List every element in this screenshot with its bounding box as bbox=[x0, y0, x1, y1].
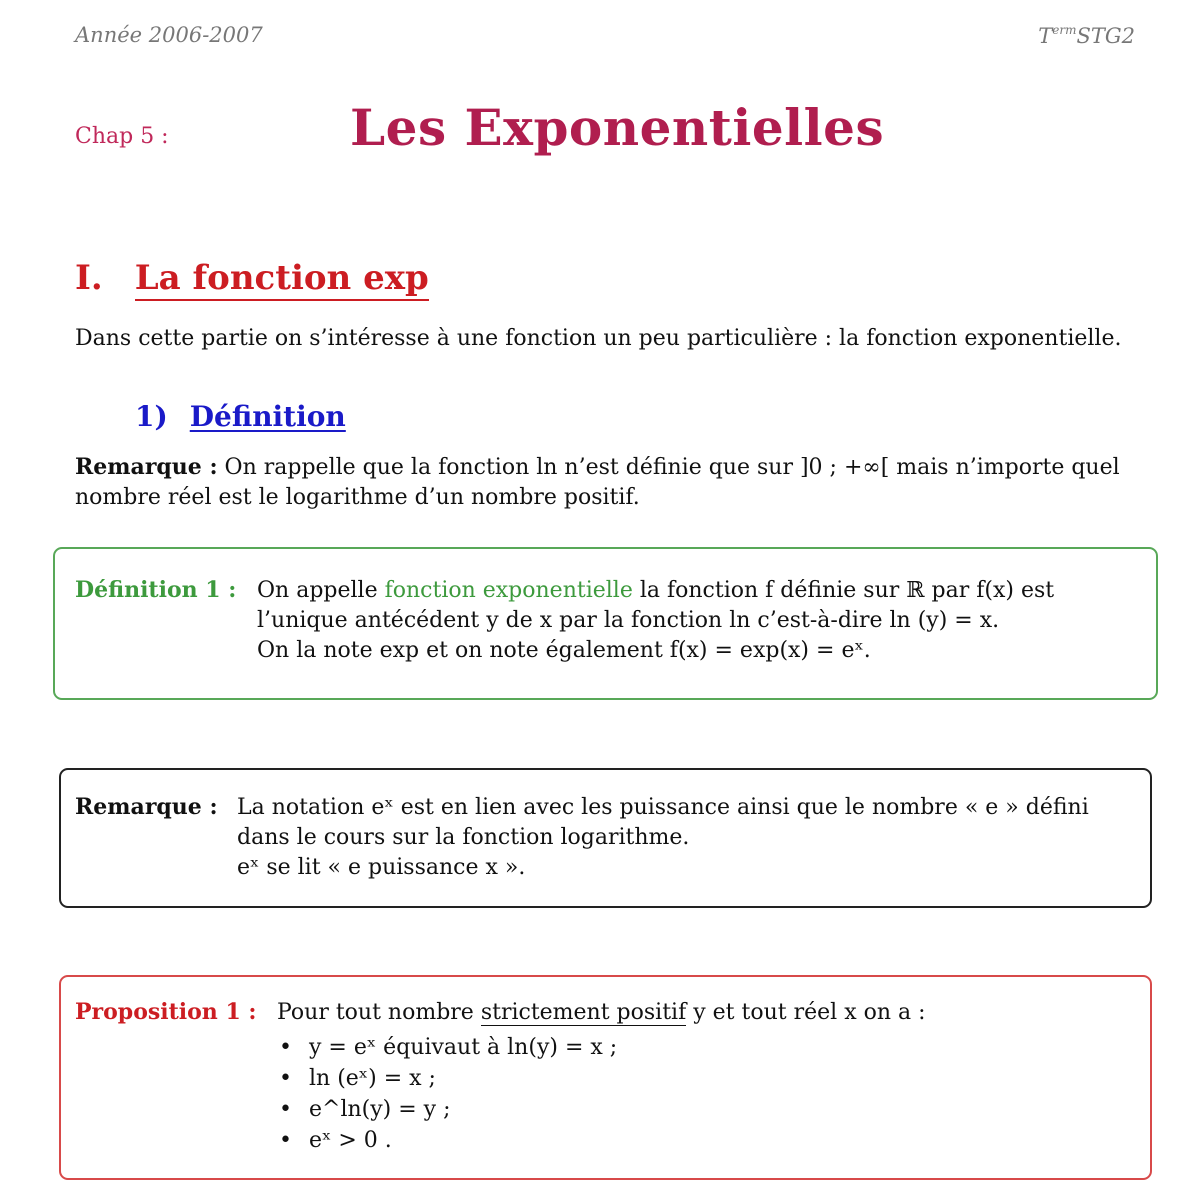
remark-box-line2: eˣ se lit « e puissance x ». bbox=[237, 855, 526, 880]
definition-label: Définition 1 : bbox=[75, 577, 237, 603]
subsection-number: 1) bbox=[135, 400, 168, 433]
proposition-list bbox=[277, 1032, 1137, 1156]
subsection-title: Définition bbox=[189, 400, 346, 433]
definition-content bbox=[257, 576, 1142, 666]
definition-text-a: On appelle bbox=[257, 578, 385, 603]
proposition-box bbox=[59, 975, 1152, 1180]
proposition-underlined: strictement positif bbox=[480, 1000, 687, 1025]
list-item: • eˣ > 0 . bbox=[309, 1125, 1137, 1156]
class-base: T bbox=[1038, 24, 1053, 48]
remark-box-label: Remarque : bbox=[75, 794, 218, 820]
proposition-intro-b: y et tout réel x on a : bbox=[686, 1000, 926, 1025]
list-item: • ln (eˣ) = x ; bbox=[309, 1063, 1137, 1094]
definition-text-b: la fonction f définie sur ℝ par f(x) est l’unique antécédent y de x par la fonction ln c’est-à-dire ln (y) = x. bbox=[257, 578, 1055, 633]
remark-box bbox=[59, 768, 1152, 908]
proposition-content bbox=[277, 998, 1137, 1156]
definition-highlight: fonction exponentielle bbox=[384, 578, 633, 603]
remark-box-content bbox=[237, 793, 1142, 883]
intro-paragraph: Dans cette partie on s’intéresse à une fonction un peu particulière : la fonction exponentielle. bbox=[75, 326, 1122, 351]
header-year: Année 2006-2007 bbox=[75, 23, 263, 47]
class-rest: STG2 bbox=[1076, 24, 1135, 48]
section-number: I. bbox=[75, 258, 103, 298]
remark-label: Remarque : bbox=[75, 454, 218, 480]
definition-box bbox=[53, 547, 1158, 700]
list-item: • y = eˣ équivaut à ln(y) = x ; bbox=[309, 1032, 1137, 1063]
definition-notation: On la note exp et on note également f(x) = exp(x) = eˣ. bbox=[257, 638, 871, 663]
page-title: Les Exponentielles bbox=[350, 98, 885, 157]
proposition-label: Proposition 1 : bbox=[75, 999, 257, 1025]
remark-text: On rappelle que la fonction ln n’est définie que sur ]0 ; +∞[ mais n’importe quel nombre réel est le logarithme d’un nombre positif. bbox=[75, 455, 1120, 510]
subsection-heading bbox=[135, 400, 346, 433]
proposition-intro-a: Pour tout nombre bbox=[277, 1000, 481, 1025]
section-heading bbox=[75, 258, 429, 298]
list-item: • e^ln(y) = y ; bbox=[309, 1094, 1137, 1125]
class-sup: erm bbox=[1052, 23, 1077, 37]
remark-paragraph bbox=[75, 452, 1140, 513]
remark-box-line1: La notation eˣ est en lien avec les puissance ainsi que le nombre « e » défini dans le cours sur la fonction logarithme. bbox=[237, 795, 1089, 850]
chapter-label: Chap 5 : bbox=[75, 124, 169, 149]
header-class bbox=[1038, 23, 1135, 48]
section-title: La fonction exp bbox=[135, 258, 429, 301]
